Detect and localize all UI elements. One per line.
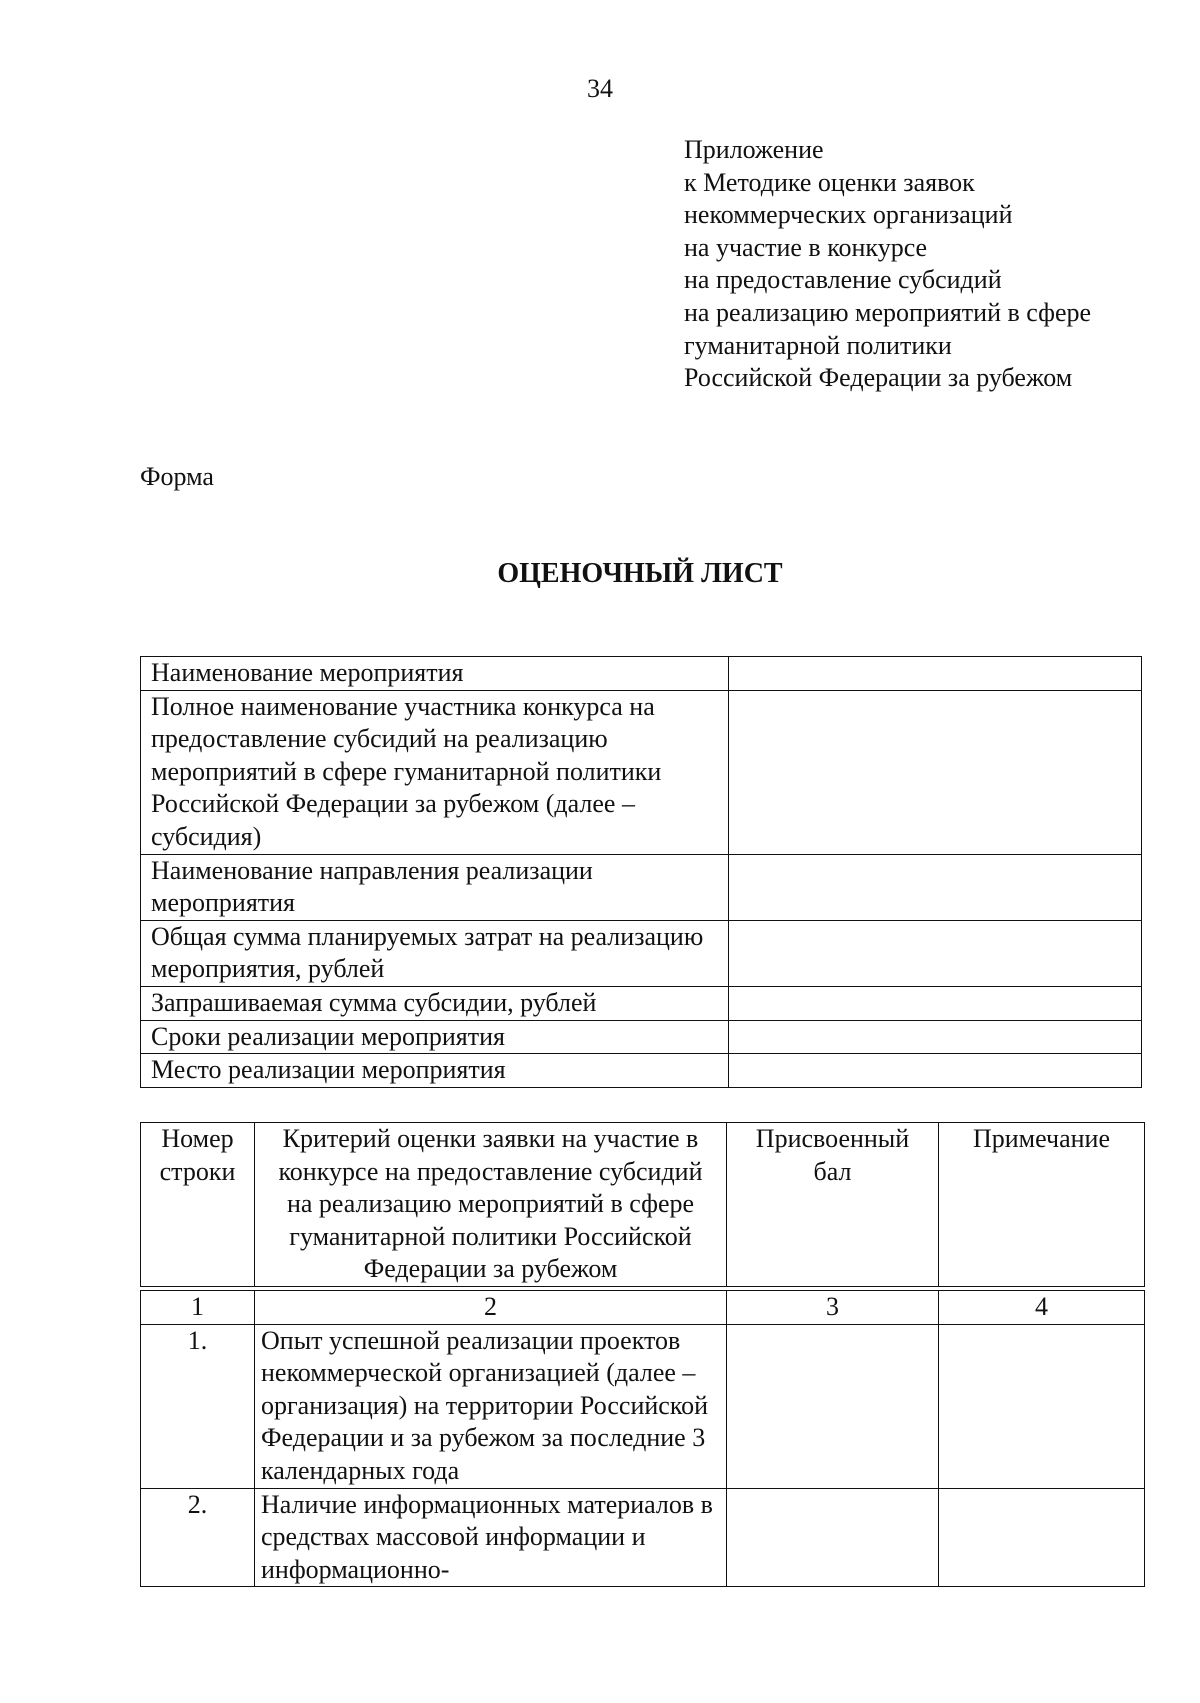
info-label: Запрашиваемая сумма субсидии, рублей	[141, 986, 729, 1020]
column-header-criterion: Критерий оценки заявки на участие в конкурсе на предоставление субсидий на реализацию мероприятий в сфере гуманитарной политики Российской Федерации за рубежом	[255, 1123, 727, 1287]
table-header-row	[141, 1123, 1145, 1287]
info-label: Место реализации мероприятия	[141, 1054, 729, 1088]
info-value-cell[interactable]	[729, 1020, 1142, 1054]
score-cell[interactable]	[727, 1324, 939, 1488]
table-row	[141, 1054, 1142, 1088]
column-header-score: Присвоенный бал	[727, 1123, 939, 1287]
column-number: 3	[727, 1290, 939, 1324]
column-number-row	[141, 1290, 1145, 1324]
column-number: 4	[939, 1290, 1145, 1324]
table-row	[141, 1020, 1142, 1054]
info-label: Полное наименование участника конкурса на предоставление субсидий на реализацию мероприятий в сфере гуманитарной политики Российской Федерации за рубежом (далее – субсидия)	[141, 690, 729, 854]
info-value-cell[interactable]	[729, 986, 1142, 1020]
info-label: Наименование мероприятия	[141, 657, 729, 691]
appendix-line: к Методике оценки заявок	[684, 167, 975, 197]
info-value-cell[interactable]	[729, 1054, 1142, 1088]
table-row	[141, 657, 1142, 691]
appendix-line: некоммерческих организаций	[684, 200, 1013, 230]
table-row	[141, 920, 1142, 986]
document-title: ОЦЕНОЧНЫЙ ЛИСТ	[497, 558, 783, 589]
appendix-line: Российской Федерации за рубежом	[684, 363, 1073, 393]
note-cell[interactable]	[939, 1488, 1145, 1587]
score-cell[interactable]	[727, 1488, 939, 1587]
event-info-table	[140, 656, 1142, 1088]
column-number: 2	[255, 1290, 727, 1324]
column-number: 1	[141, 1290, 255, 1324]
table-row	[141, 690, 1142, 854]
criterion-text: Наличие информационных материалов в средствах массовой информации и информационно-	[255, 1488, 727, 1587]
appendix-note	[684, 134, 1091, 395]
table-row	[141, 854, 1142, 920]
note-cell[interactable]	[939, 1324, 1145, 1488]
page-number: 34	[587, 74, 613, 103]
info-value-cell[interactable]	[729, 920, 1142, 986]
appendix-line: гуманитарной политики	[684, 330, 952, 360]
row-number: 2.	[141, 1488, 255, 1587]
appendix-line: на реализацию мероприятий в сфере	[684, 297, 1092, 327]
criterion-text: Опыт успешной реализации проектов некоммерческой организацией (далее – организация) на территории Российской Федерации и за рубежом за последние 3 календарных года	[255, 1324, 727, 1488]
column-header-note: Примечание	[939, 1123, 1145, 1287]
info-label: Сроки реализации мероприятия	[141, 1020, 729, 1054]
table-row	[141, 1488, 1145, 1587]
table-row	[141, 986, 1142, 1020]
appendix-line: Приложение	[684, 135, 824, 164]
info-value-cell[interactable]	[729, 690, 1142, 854]
column-header-row-number: Номер строки	[141, 1123, 255, 1287]
appendix-line: на предоставление субсидий	[684, 265, 1002, 295]
info-label: Наименование направления реализации мероприятия	[141, 854, 729, 920]
table-row	[141, 1324, 1145, 1488]
info-value-cell[interactable]	[729, 657, 1142, 691]
info-value-cell[interactable]	[729, 854, 1142, 920]
appendix-line: на участие в конкурсе	[684, 232, 928, 262]
info-label: Общая сумма планируемых затрат на реализацию мероприятия, рублей	[141, 920, 729, 986]
criteria-table	[140, 1122, 1145, 1587]
form-label: Форма	[140, 462, 214, 491]
row-number: 1.	[141, 1324, 255, 1488]
